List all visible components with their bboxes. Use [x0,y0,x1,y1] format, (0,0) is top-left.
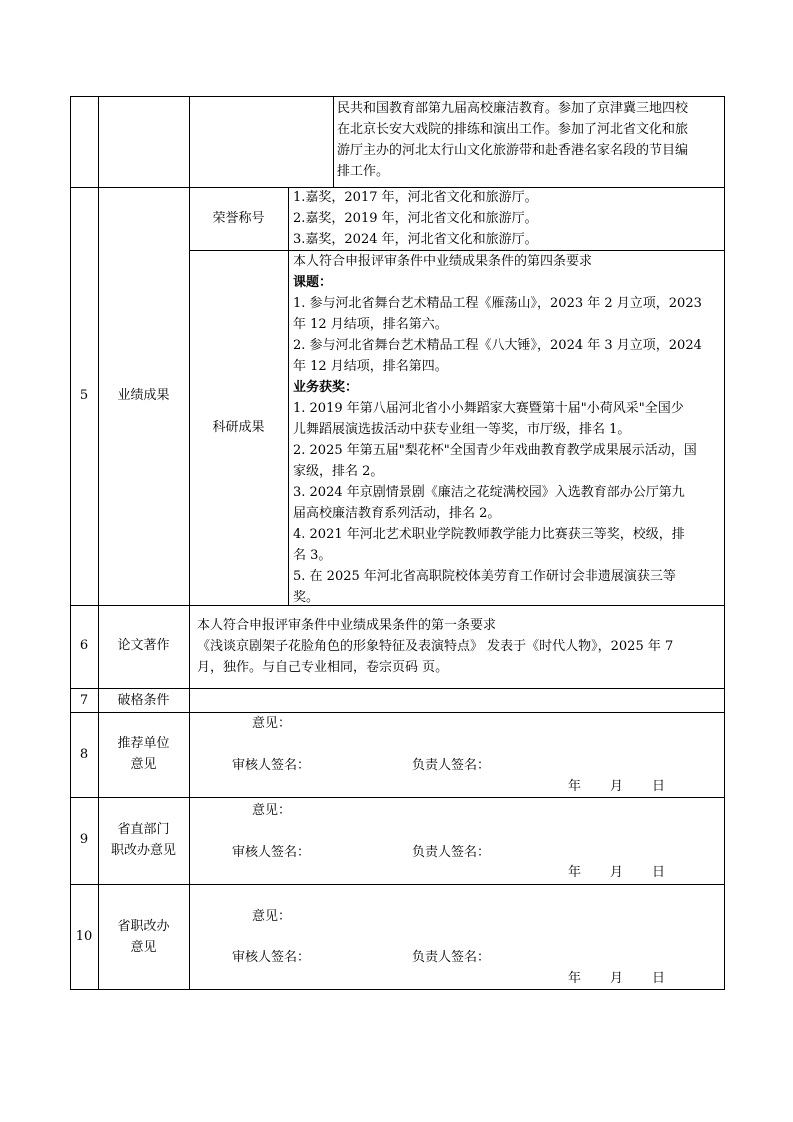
honor-list [293,187,723,250]
honor-item: 3.嘉奖，2024 年，河北省文化和旅游厅。 [293,232,538,247]
row8-opinion-label: 意见： [252,716,292,731]
row8-year: 年 [568,779,582,794]
table-bottom-border [70,989,725,990]
award-line: 3. 2024 年京剧情景剧《廉洁之花绽满校园》入选教育部办公厅第九 [293,485,685,500]
topic-line: 年 12 月结项，排名第六。 [293,317,448,332]
row7-label: 破格条件 [117,693,170,708]
award-line: 1. 2019 年第八届河北省小小舞蹈家大赛暨第十届"小荷风采"全国少 [293,401,684,416]
award-line: 家级，排名 2。 [293,464,384,479]
paper-line: 《浅谈京剧架子花脸角色的形象特征及表演特点》 发表于《时代人物》，2025 年 7 [197,639,674,654]
row9-reviewer-signature: 审核人签名： [232,845,311,860]
row9-day: 日 [652,865,666,880]
row8-label-line: 意见 [130,757,157,772]
row7-number: 7 [79,693,89,708]
topic-line: 1. 参与河北省舞台艺术精品工程《雁荡山》，2023 年 2 月立项，2023 [293,296,702,311]
row9-year: 年 [568,865,582,880]
cont-row-inner-divider [333,96,334,187]
row8-top-border [70,712,725,713]
research-content [293,251,723,608]
row10-label-line: 意见 [130,940,157,955]
row5-label: 业绩成果 [117,388,170,403]
row8-day: 日 [652,779,666,794]
cont-line: 游厅主办的河北太行山文化旅游带和赴香港名家名段的节目编 [337,143,689,158]
cont-line: 在北京长安大戏院的排练和演出工作。参加了河北省文化和旅 [337,122,689,137]
honor-item: 2.嘉奖，2019 年，河北省文化和旅游厅。 [293,211,538,226]
row8-reviewer-signature: 审核人签名： [232,758,311,773]
table-top-border [70,96,725,97]
row10-number: 10 [75,929,93,944]
row6-number: 6 [79,638,89,653]
paper-line: 本人符合申报评审条件中业绩成果条件的第一条要求 [197,618,497,633]
row10-reviewer-signature: 审核人签名： [232,950,311,965]
row9-label-line: 职改办意见 [110,843,176,858]
research-intro: 本人符合申报评审条件中业绩成果条件的第四条要求 [293,254,593,269]
row10-opinion-label: 意见： [252,909,292,924]
label-col-divider [189,96,190,990]
award-line: 届高校廉洁教育系列活动，排名 2。 [293,506,501,521]
row9-number: 9 [79,832,89,847]
award-line: 5. 在 2025 年河北省高职院校体美劳育工作研讨会非遗展演获三等 [293,569,676,584]
sublabel-col-divider [288,187,289,605]
row6-label: 论文著作 [117,638,170,653]
row8-label-line: 推荐单位 [117,736,170,751]
row8-label [98,733,189,775]
honor-label: 荣誉称号 [212,211,265,226]
topic-line: 年 12 月结项，排名第四。 [293,359,448,374]
row10-label-line: 省职改办 [117,919,170,934]
row9-leader-signature: 负责人签名： [412,845,491,860]
research-label: 科研成果 [212,420,265,435]
topic-line: 2. 参与河北省舞台艺术精品工程《八大锤》，2024 年 3 月立项，2024 [293,338,702,353]
award-line: 儿舞蹈展演选拔活动中获专业组一等奖，市厅级，排名 1。 [293,422,631,437]
cont-line: 排工作。 [337,164,390,179]
row9-top-border [70,797,725,798]
row10-top-border [70,884,725,885]
row10-year: 年 [568,971,582,986]
row7-top-border [70,688,725,689]
award-line: 2. 2025 年第五届"梨花杯"全国青少年戏曲教育教学成果展示活动，国 [293,443,697,458]
row6-content [197,615,723,678]
row10-month: 月 [610,971,624,986]
row9-opinion-label: 意见： [252,803,292,818]
table-left-border [70,96,71,990]
award-line: 奖。 [293,590,320,605]
row9-month: 月 [610,865,624,880]
row10-day: 日 [652,971,666,986]
row10-label [98,916,189,958]
award-line: 名 3。 [293,548,332,563]
award-line: 4. 2021 年河北艺术职业学院教师教学能力比赛获三等奖，校级，排 [293,527,685,542]
paper-line: 月，独作。与自己专业相同，卷宗页码 页。 [197,660,449,675]
row8-number: 8 [79,747,89,762]
row8-leader-signature: 负责人签名： [412,758,491,773]
cont-line: 民共和国教育部第九届高校廉洁教育。参加了京津冀三地四校 [337,101,689,116]
row10-leader-signature: 负责人签名： [412,950,491,965]
cont-text [337,98,723,182]
row8-month: 月 [610,779,624,794]
awards-heading: 业务获奖： [293,380,359,395]
topics-heading: 课题： [293,275,333,290]
row9-label [98,819,189,861]
honor-item: 1.嘉奖，2017 年，河北省文化和旅游厅。 [293,190,538,205]
row9-label-line: 省直部门 [117,822,170,837]
table-right-border [724,96,725,990]
row5-number: 5 [79,388,89,403]
